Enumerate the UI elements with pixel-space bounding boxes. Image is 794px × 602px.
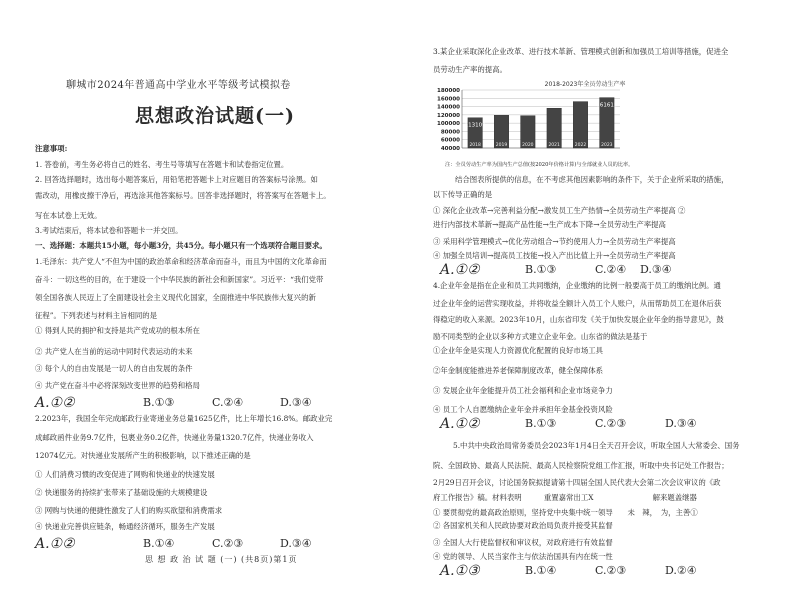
q4-item: ④ 员工个人自愿缴纳企业年金并承担年金基金投资风险 bbox=[433, 405, 613, 414]
q1-item: ③ 每个人的自由发展是一切人的自由发展的条件 bbox=[35, 364, 193, 373]
q5-stem-line: 府工作报告》稿。材料表明 重置嘉常出工X 解来题盖继器 bbox=[433, 493, 697, 502]
q3-stem-line: 以下传导正确的是 bbox=[433, 190, 493, 199]
productivity-bar-chart bbox=[430, 76, 690, 154]
chart-data-label: 161615 bbox=[596, 102, 618, 109]
q4-stem-line: 励不同类型的企业以多种方式建立企业年金。山东省的做法是基于 bbox=[433, 332, 648, 341]
exam-title: 聊城市2024年普通高中学业水平等级考试模拟卷 bbox=[66, 80, 291, 91]
chart-x-tick-label: 2018 bbox=[469, 143, 481, 148]
q5-stem-line: 5.中共中央政治局常务委员会2023年1月4日全天召开会议，听取全国人大常委会、国务 bbox=[453, 441, 740, 450]
section-heading: 一、选择题：本题共15小题，每小题3分，共45分。每小题只有一个选项符合题目要求。 bbox=[35, 241, 327, 250]
q2-option-d: D.③④ bbox=[280, 537, 312, 550]
q4-item: ①企业年金是实现人力资源优化配置的良好市场工具 bbox=[433, 346, 603, 355]
page-footer: 思 想 政 治 试 题 (一) (共8页)第1页 bbox=[145, 555, 298, 564]
q5-option-a: A.①③ bbox=[440, 563, 480, 579]
chart-y-tick-label: 120000 bbox=[437, 112, 460, 119]
q4-option-b: B.①③ bbox=[525, 417, 557, 430]
q3-item: ① 深化企业改革→完善利益分配→激发员工生产热情→全员劳动生产率提高 ② bbox=[433, 206, 686, 215]
q3-option-a: A.①② bbox=[440, 262, 480, 278]
q3-item: 进行内部技术革新→提高产品性能→生产成本下降→全员劳动生产率提高 bbox=[433, 220, 666, 229]
q5-option-c: C.②③ bbox=[595, 564, 627, 577]
q4-option-a: A.①② bbox=[440, 416, 480, 432]
q2-option-b: B.①④ bbox=[143, 537, 175, 550]
q4-option-d: D.③④ bbox=[665, 417, 697, 430]
note-line: 3.考试结束后，将本试卷和答题卡一并交回。 bbox=[35, 226, 183, 235]
q1-option-c: C.②④ bbox=[212, 396, 244, 409]
chart-y-tick-label: 140000 bbox=[437, 104, 460, 111]
q5-item: ② 各国家机关和人民政协要对政治局负责并接受其监督 bbox=[433, 521, 613, 530]
q4-option-c: C.②③ bbox=[595, 417, 627, 430]
q1-item: ① 得到人民的拥护和支持是共产党成功的根本所在 bbox=[35, 326, 200, 335]
chart-y-tick-label: 80000 bbox=[440, 129, 460, 136]
chart-y-tick-label: 40000 bbox=[440, 146, 460, 152]
q3-item: ④ 加强全员培训→提高员工技能→投入产出比值上升→全员劳动生产率提高 bbox=[433, 251, 676, 260]
q4-stem-line: 过企业年金的运营实现收益，并将收益全额计入员工个人账户，从而帮助员工在退休后获 bbox=[433, 299, 722, 308]
q3-option-c: C.②④ bbox=[595, 263, 627, 276]
chart-bar bbox=[573, 102, 587, 148]
q1-stem-line: 奋斗：一切这些的目的，在于建设一个中华民族的新社会和新国家”。习近平：“我们党带 bbox=[35, 275, 324, 284]
q2-item: ④ 快递业完善供应链条，畅通经济循环，服务生产发展 bbox=[35, 522, 215, 531]
q1-stem-line: 1.毛泽东：共产党人“不但为中国的政治革命和经济革命而奋斗，而且为中国的文化革命而 bbox=[35, 257, 327, 266]
q5-stem-line: 2月29日召开会议，讨论国务院拟提请第十四届全国人民代表大会第二次会议审议的《政 bbox=[433, 478, 721, 487]
q5-option-b: B.①④ bbox=[525, 564, 557, 577]
chart-x-tick-label: 2021 bbox=[548, 143, 560, 148]
q1-option-d: D.③④ bbox=[280, 396, 312, 409]
q3-option-b: B.①③ bbox=[525, 263, 557, 276]
q3-item: ③ 采用科学管理模式→优化劳动组合→节约使用人力→全员劳动生产率提高 bbox=[433, 237, 676, 246]
q1-stem-line: 征程”。下列表述与材料主旨相同的是 bbox=[35, 311, 158, 320]
chart-data-label: 113109 bbox=[464, 122, 486, 129]
q4-stem-line: 得稳定的收入来源。2023年10月，山东省印发《关于加快发展企业年金的指导意见》，鼓 bbox=[433, 315, 724, 324]
q1-item: ④ 共产党在奋斗中必将深刻改变世界的趋势和格局 bbox=[35, 381, 200, 390]
chart-y-tick-label: 100000 bbox=[437, 121, 460, 128]
q5-item: ④ 党的领导、人民当家作主与依法治国具有内在统一性 bbox=[433, 552, 613, 561]
chart-x-tick-label: 2020 bbox=[522, 143, 534, 148]
chart-x-tick-label: 2022 bbox=[574, 143, 587, 148]
chart-x-tick-label: 2019 bbox=[495, 143, 508, 148]
q2-option-c: C.②③ bbox=[212, 537, 244, 550]
chart-y-tick-label: 180000 bbox=[437, 88, 460, 94]
q3-stem-line: 结合图表所提供的信息，在不考虑其他因素影响的条件下，关于企业所采取的措施， bbox=[455, 175, 729, 184]
q4-item: ②年金制度能推进养老保障制度改革，健全保障体系 bbox=[433, 366, 603, 375]
q2-item: ② 快递服务的持续扩张带来了基础设施的大规模建设 bbox=[35, 488, 208, 497]
q2-item: ① 人们消费习惯的改变促进了网购和快递业的快速发展 bbox=[35, 470, 215, 479]
q3-stem-line: 3.某企业采取深化企业改革、进行技术革新、管理模式创新和加强员工培训等措施，促进全 bbox=[433, 47, 729, 56]
chart-y-tick-label: 160000 bbox=[437, 96, 460, 103]
note-line: 写在本试卷上无效。 bbox=[35, 211, 102, 220]
q5-item: ③ 全国人大行使监督权和审议权，对政府进行有效监督 bbox=[433, 538, 613, 547]
chart-note: 注：全员劳动生产率为国内生产总值(按2020年价格计算)与全部就业人员的比率。 bbox=[445, 162, 634, 168]
q2-option-a: A.①② bbox=[35, 536, 75, 552]
q2-stem-line: 成邮政函件业务9.7亿件，包裹业务0.2亿件，快递业务量1320.7亿件，快递业务收入 bbox=[35, 433, 314, 442]
notes-heading: 注意事项: bbox=[35, 144, 68, 153]
q2-item: ③ 网购与快递的便捷性激发了人们的购买欲望和消费需求 bbox=[35, 506, 223, 515]
subject-title: 思想政治试题(一) bbox=[135, 105, 295, 127]
chart-x-tick-label: 2023 bbox=[601, 143, 613, 148]
chart-y-tick-label: 60000 bbox=[440, 137, 460, 144]
q2-stem-line: 2.2023年，我国全年完成邮政行业寄递业务总量1625亿件，比上年增长16.8%。邮政业完 bbox=[35, 414, 333, 423]
q4-item: ③ 发展企业年金能提升员工社会福利和企业市场竞争力 bbox=[433, 386, 613, 395]
q5-stem-line: 院、全国政协、最高人民法院、最高人民检察院党组工作汇报，听取中央书记处工作报告； bbox=[433, 461, 729, 470]
q4-stem-line: 4.企业年金是指在企业和员工共同缴纳，企业缴纳的比例一般要高于员工的缴纳比例。通 bbox=[433, 281, 721, 290]
q3-option-d: D.③④ bbox=[640, 263, 672, 276]
note-line: 1. 答卷前，考生务必将自己的姓名、考生号等填写在答题卡和试卷指定位置。 bbox=[35, 160, 289, 169]
q3-stem-line: 员劳动生产率的提高。 bbox=[433, 65, 507, 74]
chart-title: 2018-2023年全员劳动生产率 bbox=[544, 81, 626, 88]
note-line: 2. 回答选择题时，选出每小题答案后，用铅笔把答题卡上对应题目的答案标号涂黑。如 bbox=[35, 175, 318, 184]
q5-option-d: D.②④ bbox=[665, 564, 697, 577]
q5-item: ① 要贯彻党的最高政治原则，坚持党中央集中统一领导 未 辣， 为，主善① bbox=[433, 508, 698, 517]
q2-stem-line: 12074亿元。对快递业发展所产生的积极影响，以下推述正确的是 bbox=[35, 451, 251, 460]
q1-option-b: B.①③ bbox=[143, 396, 175, 409]
q1-item: ② 共产党人在当前的运动中同时代表运动的未来 bbox=[35, 347, 193, 356]
q1-stem-line: 领全国各族人民迈上了全面建设社会主义现代化国家，全面推进中华民族伟大复兴的新 bbox=[35, 293, 316, 302]
q1-option-a: A.①② bbox=[35, 395, 75, 411]
note-line: 需改动，用橡皮擦干净后，再选涂其他答案标号。回答非选择题时，将答案写在答题卡上。 bbox=[35, 191, 331, 200]
